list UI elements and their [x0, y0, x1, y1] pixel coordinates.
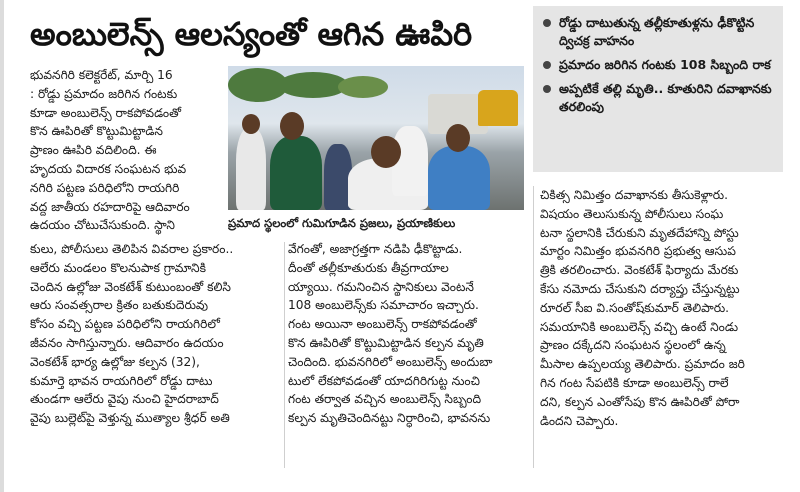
article-line: కొన ఊపిరితో కొట్టుమిట్టాడిన కల్పన మృతి: [288, 335, 484, 350]
article-line: భువనగిరి కలెక్టరేట్, మార్చి 16: [30, 68, 173, 82]
bullet-icon: [543, 19, 551, 27]
article-line: వద్ద జాతీయ రహదారిపై ఆదివారం: [30, 199, 190, 214]
article-line: దీంతో తల్లీకూతురుకు తీవ్రగాయాల: [288, 260, 449, 275]
article-line: య్యాయి. గమనించిన స్థానికులు వెంటనే: [288, 279, 474, 294]
article-line: టులో లేకపోవడంతో యాదగిరిగుట్ట నుంచి: [288, 373, 480, 388]
tree-shape: [338, 76, 388, 98]
article-line: తుండగా ఆలేరు వైపు నుంచి హైదరాబాద్: [30, 392, 219, 407]
article-line: హృదయ విదారక సంఘటన భువ: [30, 161, 187, 176]
article-column-3: [540, 186, 788, 430]
article-line: ప్రాణం దక్కేదని సంఘటన స్థలంలో ఉన్న: [540, 338, 726, 353]
article-line: ఉదయం చోటుచేసుకుంది. స్థాని: [30, 218, 175, 233]
highlight-item: [543, 56, 775, 74]
article-line: వెంకటేశ్ భార్య ఉల్లోజు కల్పన (32),: [30, 354, 200, 369]
article-line: గంట అయినా అంబులెన్స్ రాకపోవడంతో: [288, 317, 477, 332]
article-line: కోసం వచ్చి పట్టణ పరిధిలోని రాయగిరిలో: [30, 317, 220, 332]
article-line: కూడా అంబులెన్స్ రాకపోవడంతో: [30, 105, 181, 120]
article-line: వేగంతో, అజాగ్రత్తగా నడిపి ఢీకొట్టాడు.: [288, 242, 463, 256]
photo-caption: ప్రమాద స్థలంలో గుమిగూడిన ప్రజలు, ప్రయాణికులు: [228, 216, 456, 230]
article-line: చెందింది. భువనగిరిలో అంబులెన్స్ అందుబా: [288, 354, 493, 369]
person-shape: [428, 146, 490, 210]
article-column-1-top: [30, 66, 230, 235]
article-line: టనా స్థలానికి చేరుకుని మృతదేహాన్ని పోస్టు: [540, 225, 739, 240]
bullet-icon: [543, 85, 551, 93]
highlight-text: అప్పటికే తల్లి మృతి.. కూతురిని దవాఖానకు తరలింపు: [559, 81, 772, 114]
article-line: మీసాల ఉప్పలయ్య తెలిపారు. ప్రమాదం జరి: [540, 357, 745, 372]
news-photo: [228, 66, 524, 210]
article-line: కొన ఊపిరితో కొట్టుమిట్టాడిన: [30, 124, 163, 139]
article-line: ఆలేరు మండలం కొలనుపాక గ్రామానికి: [30, 260, 206, 275]
article-line: విషయం తెలుసుకున్న పోలీసులు సంఘ: [540, 206, 724, 221]
page-edge: [0, 0, 4, 492]
article-line: ప్రాణం ఊపిరి వదిలింది. ఈ: [30, 143, 157, 158]
article-line: 108 అంబులెన్స్‌కు సమాచారం ఇచ్చారు.: [288, 298, 479, 313]
article-line: ఆరు సంవత్సరాల క్రితం బతుకుదెరువు: [30, 298, 209, 313]
article-line: కుమార్తె భావన రాయగిరిలో రోడ్డు దాటు: [30, 373, 213, 388]
article-line: వైపు బుల్లెట్‌పై వెళ్తున్న ముత్యాల శ్రీధర్ అతి: [30, 411, 230, 426]
article-line: నగిరి పట్టణ పరిధిలోని రాయగిరి: [30, 180, 180, 195]
highlight-text: ప్రమాదం జరిగిన గంటకు 108 సిబ్బంది రాక: [559, 57, 771, 72]
bullet-icon: [543, 61, 551, 69]
article-column-1-bottom: [30, 240, 285, 428]
article-line: రూరల్ సీఐ వి.సంతోష్‌కుమార్ తెలిపారు.: [540, 300, 730, 315]
headline: అంబులెన్స్ ఆలస్యంతో ఆగిన ఊపిరి: [30, 15, 473, 53]
head-shape: [280, 112, 304, 140]
article-line: చికిత్స నిమిత్తం దవాఖానకు తీసుకెళ్లారు.: [540, 188, 729, 202]
auto-rickshaw-shape: [478, 90, 518, 126]
article-line: కేసు నమోదు చేసుకుని దర్యాప్తు చేస్తున్నట్టు: [540, 281, 740, 296]
column-divider: [284, 242, 285, 468]
article-line: దని, కల్పన ఎంతోసేపు కొన ఊపిరితో పోరా: [540, 394, 740, 409]
highlight-text: రోడ్డు దాటుతున్న తల్లీకూతుళ్లను ఢీకొట్టిన ద్విచక్ర వాహనం: [559, 15, 755, 48]
highlight-item: [543, 14, 775, 50]
person-shape: [270, 136, 322, 210]
article-line: గిన గంట సేపటికి కూడా అంబులెన్స్ రాలే: [540, 375, 729, 390]
highlights-box: [533, 6, 783, 172]
article-line: చెందిన ఉల్లోజు వెంకటేశ్ కుటుంబంతో కలిసి: [30, 279, 231, 294]
highlight-item: [543, 80, 775, 116]
article-line: కులు, పోలీసులు తెలిపిన వివరాల ప్రకారం..: [30, 242, 234, 256]
article-line: త్రికి తరలించారు. వెంకటేశ్ ఫిర్యాదు మేరకు: [540, 263, 739, 278]
article-column-2: [288, 240, 528, 428]
article-line: సమయానికి అంబులెన్స్ వచ్చి ఉంటే నిండు: [540, 319, 739, 334]
article-line: గంట తర్వాత వచ్చిన అంబులెన్స్ సిబ్బంది: [288, 392, 482, 407]
person-shape: [236, 128, 266, 210]
column-divider: [533, 186, 534, 468]
head-shape: [446, 124, 470, 152]
article-line: : రోడ్డు ప్రమాదం జరిగిన గంటకు: [30, 86, 178, 101]
head-shape: [242, 114, 260, 134]
head-shape: [371, 136, 401, 168]
article-line: జీవనం సాగిస్తున్నారు. ఆదివారం ఉదయం: [30, 335, 224, 350]
article-line: మార్టం నిమిత్తం భువనగిరి ప్రభుత్వ ఆసుప: [540, 244, 736, 259]
article-line: డిందని చెప్పారు.: [540, 413, 619, 428]
article-line: కల్పన మృతిచెందినట్టు నిర్ధారించి, భావనను: [288, 411, 491, 426]
